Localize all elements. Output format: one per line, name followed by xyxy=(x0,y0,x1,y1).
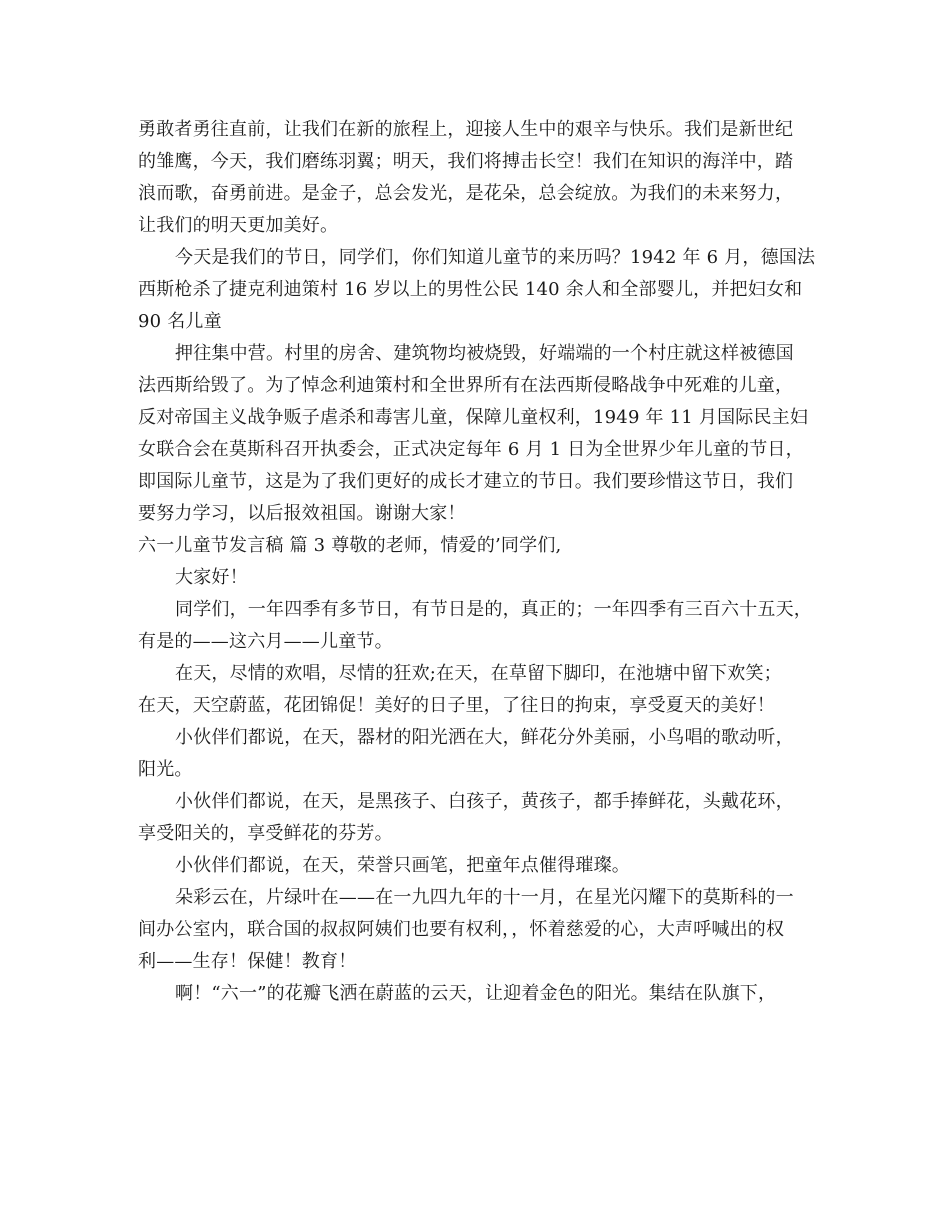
text-line: 西斯枪杀了捷克利迪策村 16 岁以上的男性公民 140 余人和全部婴儿，并把妇女和 xyxy=(138,279,803,300)
text-line: 的雏鹰，今天，我们磨练羽翼；明天，我们将搏击长空！我们在知识的海洋中，踏 xyxy=(138,151,794,172)
text-line: 小伙伴们都说，在天，器材的阳光洒在大，鲜花分外美丽，小鸟唱的歌动听， xyxy=(175,727,794,748)
text-line: 利——生存！保健！教育！ xyxy=(138,951,357,972)
text-line: 大家好！ xyxy=(175,567,248,588)
text-line: 即国际儿童节，这是为了我们更好的成长才建立的节日。我们要珍惜这节日，我们 xyxy=(138,471,794,492)
text-line: 啊！“六一”的花瓣飞洒在蔚蓝的云天，让迎着金色的阳光。集结在队旗下， xyxy=(175,983,777,1004)
text-line: 在天，天空蔚蓝，花团锦促！美好的日子里，了往日的拘束，享受夏天的美好！ xyxy=(138,695,775,716)
text-line: 在天，尽情的欢唱，尽情的狂欢;在天，在草留下脚印，在池塘中留下欢笑； xyxy=(175,663,782,684)
document-body xyxy=(138,114,828,1010)
text-line: 押往集中营。村里的房舍、建筑物均被烧毁，好端端的一个村庄就这样被德国 xyxy=(175,343,794,364)
text-line: 享受阳关的，享受鲜花的芬芳。 xyxy=(138,823,393,844)
text-line: 女联合会在莫斯科召开执委会，正式决定每年 6 月 1 日为全世界少年儿童的节日， xyxy=(138,439,804,460)
text-line: 反对帝国主义战争贩子虐杀和毒害儿童，保障儿童权利，1949 年 11 月国际民主妇 xyxy=(138,407,809,428)
text-line: 阳光。 xyxy=(138,759,193,780)
text-line: 要努力学习，以后报效祖国。谢谢大家！ xyxy=(138,503,466,524)
text-line: 同学们，一年四季有多节日，有节日是的，真正的；一年四季有三百六十五天， xyxy=(175,599,812,620)
text-line: 有是的——这六月——儿童节。 xyxy=(138,631,393,652)
text-line: 今天是我们的节日，同学们，你们知道儿童节的来历吗？1942 年 6 月，德国法 xyxy=(175,247,816,268)
text-line: 让我们的明天更加美好。 xyxy=(138,215,339,236)
text-line: 间办公室内，联合国的叔叔阿姨们也要有权利，，怀着慈爱的心，大声呼喊出的权 xyxy=(138,919,785,940)
text-line: 朵彩云在，片绿叶在——在一九四九年的十一月，在星光闪耀下的莫斯科的一 xyxy=(175,887,794,908)
text-line: 小伙伴们都说，在天，是黑孩子、白孩子，黄孩子，都手捧鲜花，头戴花环， xyxy=(175,791,794,812)
text-line: 法西斯给毁了。为了悼念利迪策村和全世界所有在法西斯侵略战争中死难的儿童， xyxy=(138,375,794,396)
text-line: 90 名儿童 xyxy=(138,311,222,332)
text-line: 六一儿童节发言稿 篇 3 尊敬的老师，情爱的’同学们, xyxy=(138,535,562,556)
text-line: 浪而歌，奋勇前进。是金子，总会发光，是花朵，总会绽放。为我们的未来努力， xyxy=(138,183,794,204)
text-line: 小伙伴们都说，在天，荣誉只画笔，把童年点催得璀璨。 xyxy=(175,855,630,876)
text-line: 勇敢者勇往直前，让我们在新的旅程上，迎接人生中的艰辛与快乐。我们是新世纪 xyxy=(138,119,794,140)
